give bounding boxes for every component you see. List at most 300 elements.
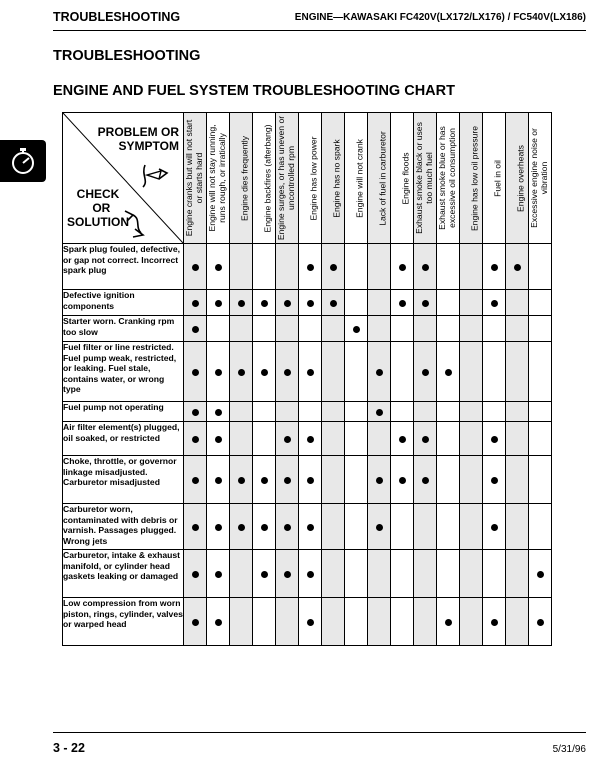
chart-cell (345, 316, 368, 342)
symptom-header (368, 113, 391, 244)
bullet-mark (491, 300, 498, 307)
chart-cell (322, 316, 345, 342)
bullet-mark (192, 264, 199, 271)
footer-rule (53, 732, 586, 733)
bullet-mark (284, 436, 291, 443)
chart-cell (299, 342, 322, 402)
chart-cell (299, 598, 322, 646)
bullet-mark (261, 300, 268, 307)
chart-cell (276, 316, 299, 342)
bullet-mark (399, 436, 406, 443)
check-solution-label: Carburetor, intake & exhaust manifold, or cylinder head gaskets leaking or damaged (63, 550, 184, 598)
chart-cell (483, 550, 506, 598)
bullet-mark (491, 436, 498, 443)
bullet-mark (376, 477, 383, 484)
bullet-mark (192, 436, 199, 443)
chart-cell (506, 316, 529, 342)
bullet-mark (422, 369, 429, 376)
chart-cell (276, 504, 299, 550)
chart-cell (276, 598, 299, 646)
bullet-mark (422, 477, 429, 484)
symptom-header (529, 113, 552, 244)
chart-cell (230, 598, 253, 646)
chart-cell (230, 290, 253, 316)
chart-cell (460, 316, 483, 342)
chart-cell (299, 402, 322, 422)
bullet-mark (422, 436, 429, 443)
bullet-mark (215, 369, 222, 376)
bullet-mark (215, 619, 222, 626)
chart-cell (414, 422, 437, 456)
symptom-header (460, 113, 483, 244)
chart-cell (345, 456, 368, 504)
chart-cell (529, 402, 552, 422)
chart-cell (276, 244, 299, 290)
bullet-mark (215, 264, 222, 271)
chart-cell (368, 598, 391, 646)
chart-cell (437, 342, 460, 402)
chart-cell (345, 290, 368, 316)
chart-cell (414, 290, 437, 316)
bullet-mark (376, 369, 383, 376)
chart-cell (230, 402, 253, 422)
check-solution-label: Defective ignition components (63, 290, 184, 316)
bullet-mark (215, 436, 222, 443)
bullet-mark (445, 619, 452, 626)
bullet-mark (445, 369, 452, 376)
chart-cell (368, 290, 391, 316)
chart-cell (460, 598, 483, 646)
symptom-header (483, 113, 506, 244)
chart-cell (253, 290, 276, 316)
chart-row (63, 290, 552, 316)
bullet-mark (284, 477, 291, 484)
symptom-header (184, 113, 207, 244)
chart-cell (207, 456, 230, 504)
chart-cell (483, 504, 506, 550)
chart-cell (368, 422, 391, 456)
bullet-mark (192, 571, 199, 578)
chart-cell (460, 456, 483, 504)
chart-cell (368, 402, 391, 422)
check-solution-label: Air filter element(s) plugged, oil soaked, or restricted (63, 422, 184, 456)
bullet-mark (491, 264, 498, 271)
arrow-right-icon (139, 161, 169, 191)
page-number: 3 - 22 (53, 741, 85, 755)
chart-cell (230, 504, 253, 550)
chart-row (63, 598, 552, 646)
bullet-mark (261, 571, 268, 578)
chart-cell (460, 342, 483, 402)
chart-cell (322, 550, 345, 598)
corner-check-text: CHECK (76, 187, 120, 201)
chart-cell (184, 456, 207, 504)
chart-cell (299, 290, 322, 316)
symptom-label: Fuel in oil (492, 159, 503, 197)
chart-cell (529, 456, 552, 504)
chart-cell (391, 402, 414, 422)
chart-cell (253, 504, 276, 550)
page-title: TROUBLESHOOTING (53, 48, 201, 64)
symptom-label: Lack of fuel in carburetor (377, 130, 388, 226)
bullet-mark (238, 369, 245, 376)
chart-cell (437, 598, 460, 646)
chart-cell (207, 504, 230, 550)
bullet-mark (307, 571, 314, 578)
bullet-mark (215, 524, 222, 531)
chart-cell (368, 244, 391, 290)
bullet-mark (192, 524, 199, 531)
chart-cell (368, 504, 391, 550)
symptom-header (207, 113, 230, 244)
chart-cell (483, 598, 506, 646)
symptom-header (414, 113, 437, 244)
bullet-mark (330, 300, 337, 307)
chart-cell (529, 244, 552, 290)
chart-cell (483, 316, 506, 342)
symptom-label: Engine overheats (515, 144, 526, 212)
bullet-mark (192, 409, 199, 416)
chart-cell (529, 290, 552, 316)
chart-cell (391, 504, 414, 550)
chart-cell (253, 402, 276, 422)
symptom-header (437, 113, 460, 244)
chart-cell (437, 316, 460, 342)
corner-problem-text: PROBLEM OR (97, 125, 179, 139)
chart-cell (368, 316, 391, 342)
chart-row (63, 402, 552, 422)
chart-cell (391, 316, 414, 342)
chart-cell (483, 402, 506, 422)
chart-cell (529, 342, 552, 402)
chart-cell (460, 422, 483, 456)
revision-date: 5/31/96 (552, 744, 586, 755)
chart-cell (184, 550, 207, 598)
bullet-mark (261, 524, 268, 531)
chart-cell (529, 598, 552, 646)
chart-cell (345, 244, 368, 290)
check-solution-label: Starter worn. Cranking rpm too slow (63, 316, 184, 342)
chart-cell (230, 550, 253, 598)
chart-cell (460, 290, 483, 316)
bullet-mark (284, 369, 291, 376)
symptom-header (322, 113, 345, 244)
chart-corner (63, 113, 184, 244)
bullet-mark (192, 477, 199, 484)
chart-cell (322, 290, 345, 316)
bullet-mark (284, 300, 291, 307)
chart-cell (230, 342, 253, 402)
symptom-label: Engine will not crank (354, 138, 365, 218)
chart-row (63, 342, 552, 402)
chart-cell (299, 550, 322, 598)
chart-cell (253, 244, 276, 290)
chart-cell (184, 244, 207, 290)
chart-cell (207, 402, 230, 422)
chart-cell (299, 456, 322, 504)
chart-cell (276, 550, 299, 598)
bullet-mark (307, 369, 314, 376)
chart-cell (391, 550, 414, 598)
chart-cell (345, 342, 368, 402)
check-solution-label: Carburetor worn, contaminated with debris or varnish. Passages plugged. Wrong jets (63, 504, 184, 550)
bullet-mark (376, 524, 383, 531)
chart-cell (345, 504, 368, 550)
chart-cell (391, 598, 414, 646)
chart-cell (506, 402, 529, 422)
chart-cell (529, 316, 552, 342)
chart-cell (437, 402, 460, 422)
chart-cell (414, 550, 437, 598)
chart-cell (253, 422, 276, 456)
bullet-mark (376, 409, 383, 416)
check-solution-label: Spark plug fouled, defective, or gap not correct. Incorrect spark plug (63, 244, 184, 290)
chart-cell (506, 550, 529, 598)
chart-cell (391, 342, 414, 402)
chart-cell (437, 504, 460, 550)
chart-cell (483, 342, 506, 402)
chart-cell (184, 504, 207, 550)
chart-cell (414, 504, 437, 550)
chart-cell (506, 598, 529, 646)
chart-cell (322, 456, 345, 504)
symptom-header (253, 113, 276, 244)
chart-cell (345, 550, 368, 598)
chart-cell (299, 316, 322, 342)
stopwatch-icon (10, 147, 36, 175)
chart-row (63, 422, 552, 456)
symptom-label: Engine floods (400, 151, 411, 205)
chart-row (63, 456, 552, 504)
chart-cell (414, 598, 437, 646)
chart-cell (460, 244, 483, 290)
bullet-mark (399, 300, 406, 307)
chart-title: ENGINE AND FUEL SYSTEM TROUBLESHOOTING CHART (53, 83, 455, 99)
check-solution-label: Fuel pump not operating (63, 402, 184, 422)
chart-cell (414, 402, 437, 422)
chart-cell (207, 422, 230, 456)
chart-cell (184, 316, 207, 342)
chart-cell (414, 456, 437, 504)
chart-cell (207, 316, 230, 342)
chart-cell (506, 342, 529, 402)
bullet-mark (491, 524, 498, 531)
symptom-label: Engine dies frequently (239, 135, 250, 221)
symptom-label: Engine surges, or has uneven or uncontrolled rpm (276, 115, 296, 241)
chart-cell (230, 456, 253, 504)
chart-cell (437, 456, 460, 504)
symptom-header (345, 113, 368, 244)
chart-cell (230, 244, 253, 290)
bullet-mark (215, 571, 222, 578)
chart-cell (391, 456, 414, 504)
chart-cell (276, 290, 299, 316)
symptom-header (299, 113, 322, 244)
chart-cell (207, 342, 230, 402)
chart-cell (529, 550, 552, 598)
chart-cell (276, 422, 299, 456)
bullet-mark (192, 619, 199, 626)
chart-cell (483, 290, 506, 316)
chart-cell (345, 402, 368, 422)
corner-or-text: OR (92, 201, 111, 215)
chart-cell (460, 504, 483, 550)
arrow-down-icon (121, 205, 147, 239)
chart-cell (253, 342, 276, 402)
bullet-mark (192, 300, 199, 307)
corner-symptom-text: SYMPTOM (118, 139, 179, 153)
chart-cell (253, 598, 276, 646)
bullet-mark (422, 300, 429, 307)
symptom-label: Exhaust smoke blue or has excessive oil consumption (437, 126, 457, 230)
chart-cell (299, 422, 322, 456)
chart-cell (368, 550, 391, 598)
chart-cell (391, 244, 414, 290)
bullet-mark (353, 326, 360, 333)
chart-cell (253, 550, 276, 598)
symptom-label: Engine has low oil pressure (469, 125, 480, 231)
chart-cell (368, 342, 391, 402)
chart-cell (253, 316, 276, 342)
chart-cell (506, 504, 529, 550)
bullet-mark (491, 619, 498, 626)
corner-problem-label (98, 125, 179, 153)
chart-cell (230, 422, 253, 456)
chart-cell (276, 456, 299, 504)
chart-cell (391, 290, 414, 316)
symptom-label: Exhaust smoke black or uses too much fuel (414, 122, 434, 234)
symptom-label: Engine cranks but will not start or starts hard (184, 119, 204, 237)
bullet-mark (238, 300, 245, 307)
chart-cell (299, 244, 322, 290)
bullet-mark (537, 619, 544, 626)
chart-row (63, 504, 552, 550)
bullet-mark (261, 477, 268, 484)
chart-cell (345, 598, 368, 646)
chart-cell (483, 456, 506, 504)
chart-cell (322, 598, 345, 646)
chart-cell (414, 342, 437, 402)
chart-cell (506, 422, 529, 456)
chart-cell (529, 422, 552, 456)
chart-cell (184, 342, 207, 402)
chart-cell (506, 244, 529, 290)
chart-cell (184, 422, 207, 456)
chart-cell (230, 316, 253, 342)
chart-cell (207, 550, 230, 598)
bullet-mark (284, 524, 291, 531)
troubleshooting-chart (62, 112, 552, 646)
symptom-label: Engine backfires (afterbang) (262, 124, 273, 232)
symptom-header-row (63, 113, 552, 244)
chart-cell (414, 244, 437, 290)
bullet-mark (215, 409, 222, 416)
bullet-mark (261, 369, 268, 376)
chart-cell (414, 316, 437, 342)
chart-body (63, 244, 552, 646)
bullet-mark (307, 264, 314, 271)
bullet-mark (307, 619, 314, 626)
bullet-mark (491, 477, 498, 484)
chart-cell (184, 290, 207, 316)
chart-cell (460, 402, 483, 422)
bullet-mark (307, 300, 314, 307)
symptom-label: Engine will not stay running, runs rough, or irratically (207, 124, 227, 232)
symptom-header (230, 113, 253, 244)
bullet-mark (307, 436, 314, 443)
corner-solution-text: SOLUTION (67, 215, 129, 229)
bullet-mark (307, 524, 314, 531)
bullet-mark (514, 264, 521, 271)
check-solution-label: Fuel filter or line restricted. Fuel pump weak, restricted, or leaking. Fuel stale, contains water, or wrong type (63, 342, 184, 402)
chart-row (63, 244, 552, 290)
bullet-mark (192, 369, 199, 376)
section-tab (0, 140, 46, 182)
chart-cell (322, 504, 345, 550)
symptom-header (506, 113, 529, 244)
chart-cell (276, 402, 299, 422)
chart-cell (437, 244, 460, 290)
symptom-header (276, 113, 299, 244)
chart-cell (437, 290, 460, 316)
chart-cell (437, 422, 460, 456)
running-header-section: TROUBLESHOOTING (53, 10, 181, 24)
chart-cell (253, 456, 276, 504)
chart-cell (506, 290, 529, 316)
chart-cell (322, 342, 345, 402)
chart-row (63, 550, 552, 598)
bullet-mark (192, 326, 199, 333)
chart-cell (391, 422, 414, 456)
bullet-mark (537, 571, 544, 578)
chart-cell (483, 244, 506, 290)
symptom-label: Engine has no spark (331, 138, 342, 218)
check-solution-label: Choke, throttle, or governor linkage misadjusted. Carburetor misadjusted (63, 456, 184, 504)
chart-cell (207, 598, 230, 646)
chart-cell (529, 504, 552, 550)
bullet-mark (238, 477, 245, 484)
running-header-engine: ENGINE—KAWASAKI FC420V(LX172/LX176) / FC540V(LX186) (294, 12, 586, 23)
chart-cell (368, 456, 391, 504)
chart-cell (184, 598, 207, 646)
chart-row (63, 316, 552, 342)
bullet-mark (330, 264, 337, 271)
bullet-mark (422, 264, 429, 271)
chart-cell (299, 504, 322, 550)
bullet-mark (399, 264, 406, 271)
bullet-mark (215, 300, 222, 307)
bullet-mark (399, 477, 406, 484)
chart-cell (276, 342, 299, 402)
bullet-mark (307, 477, 314, 484)
symptom-header (391, 113, 414, 244)
chart-cell (345, 422, 368, 456)
chart-cell (483, 422, 506, 456)
symptom-label: Excessive engine noise or vibration (529, 128, 549, 228)
chart-cell (506, 456, 529, 504)
header-rule (53, 30, 586, 31)
bullet-mark (284, 571, 291, 578)
chart-cell (184, 402, 207, 422)
corner-check-label (67, 187, 129, 229)
symptom-label: Engine has low power (308, 135, 319, 221)
chart-cell (460, 550, 483, 598)
chart-cell (207, 244, 230, 290)
check-solution-label: Low compression from worn piston, rings, cylinder, valves or warped head (63, 598, 184, 646)
chart-cell (322, 422, 345, 456)
bullet-mark (215, 477, 222, 484)
bullet-mark (238, 524, 245, 531)
